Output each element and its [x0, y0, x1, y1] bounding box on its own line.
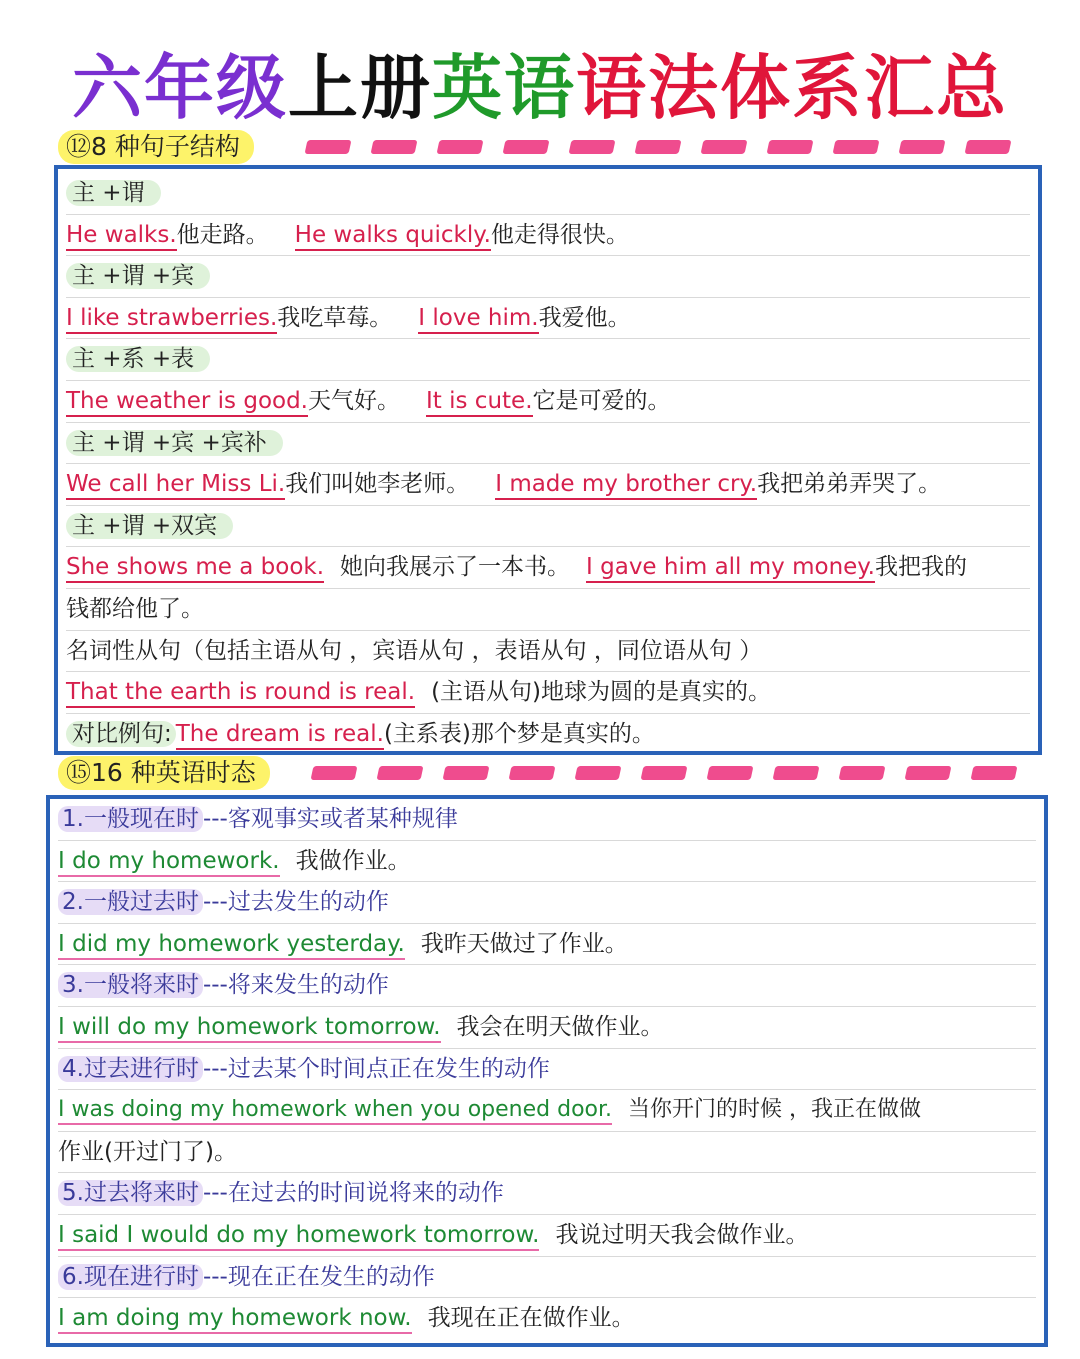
tense-number: 3.: [62, 972, 84, 999]
example-row: [66, 464, 1030, 506]
comparison-label: 对比例句:: [66, 721, 176, 747]
tense-separator: ---: [202, 1263, 228, 1290]
structure-label: 主 +谓 +宾: [66, 263, 210, 289]
tense-example-english: I did my homework yesterday.: [58, 931, 405, 960]
example-chinese: 我们叫她李老师。: [285, 471, 470, 498]
structure-label-row: [66, 423, 1030, 465]
example-english: I love him.: [418, 305, 538, 334]
tense-example-chinese: 我会在明天做作业。: [456, 1014, 664, 1040]
tense-description: 现在正在发生的动作: [227, 1263, 435, 1290]
example-row: [66, 215, 1030, 257]
tense-title: 一般过去时: [83, 889, 199, 916]
example-english: I like strawberries.: [66, 305, 277, 334]
example-english: He walks quickly.: [295, 222, 491, 251]
example-chinese: 他走得很快。: [490, 221, 629, 248]
tense-name: [58, 972, 203, 998]
tense-description: 过去某个时间点正在发生的动作: [227, 1055, 550, 1082]
section-heading-sentence-structures: ⑫8 种句子结构: [58, 130, 254, 164]
tense-example-chinese: 我说过明天我会做作业。: [555, 1222, 809, 1248]
tense-example-row: [58, 1007, 1036, 1049]
example-chinese-continued: 钱都给他了。: [66, 596, 204, 622]
tense-number: 6.: [62, 1263, 84, 1290]
example-chinese: 我吃草莓。: [277, 304, 393, 331]
example-chinese: 他走路。: [176, 221, 269, 248]
tense-separator: ---: [202, 889, 228, 916]
page-title: [0, 38, 1080, 138]
title-part-grade: 六年级: [72, 47, 288, 129]
tenses-box: [46, 795, 1048, 1347]
tense-number: 1.: [62, 806, 84, 832]
example-english: We call her Miss Li.: [66, 471, 285, 500]
example-english: It is cute.: [426, 388, 533, 417]
tense-example-chinese: 当你开门的时候 ，我正在做做: [628, 1097, 922, 1123]
tense-number: 4.: [62, 1055, 84, 1082]
structure-label-row: [66, 506, 1030, 548]
tense-number: 2.: [62, 889, 84, 916]
tense-description: 客观事实或者某种规律: [227, 806, 458, 832]
example-chinese: 它是可爱的。: [532, 388, 671, 414]
tense-name: [58, 1056, 203, 1082]
tense-example-row: [58, 924, 1036, 966]
tense-name: [58, 806, 203, 832]
tense-separator: ---: [202, 1180, 228, 1207]
tense-example-english: I will do my homework tomorrow.: [58, 1014, 441, 1043]
example-english: That the earth is round is real.: [66, 679, 415, 708]
tense-name: [58, 889, 203, 915]
tense-example-chinese: 我昨天做过了作业。: [420, 930, 628, 957]
example-english: I made my brother cry.: [495, 471, 757, 500]
example-row: [66, 672, 1030, 714]
tense-example-chinese: 我现在正在做作业。: [427, 1305, 635, 1332]
title-part-volume: 上册: [288, 47, 432, 129]
structure-label: 主 +谓: [66, 180, 161, 206]
structure-label: 主 +谓 +双宾: [66, 513, 233, 539]
tense-number: 5.: [62, 1180, 84, 1207]
tense-title: 一般将来时: [83, 972, 199, 999]
tense-separator: ---: [202, 806, 228, 832]
title-part-grammar: 语法体系汇总: [576, 47, 1008, 129]
example-chinese: 我爱他。: [538, 304, 631, 331]
example-english: He walks.: [66, 222, 177, 251]
title-part-english: 英语: [432, 47, 576, 129]
tense-example-chinese-continued: 作业(开过门了)。: [58, 1138, 237, 1165]
tense-title: 过去进行时: [83, 1055, 199, 1082]
example-english: She shows me a book.: [66, 554, 324, 583]
example-chinese: (主系表)那个梦是真实的。: [383, 720, 655, 747]
tense-example-row: [58, 1298, 1036, 1340]
tense-example-continuation-row: [58, 1132, 1036, 1174]
tense-description: 将来发生的动作: [227, 972, 389, 999]
example-chinese: (主语从句)地球为圆的是真实的。: [431, 679, 772, 706]
comparison-example-row: [66, 714, 1030, 756]
tense-example-row: [58, 841, 1036, 883]
section-heading-tenses: ⑮16 种英语时态: [58, 756, 270, 790]
tense-example-english: I said I would do my homework tomorrow.: [58, 1222, 539, 1251]
tense-title: 现在进行时: [83, 1263, 199, 1290]
example-row: [66, 547, 1030, 589]
tense-description: 在过去的时间说将来的动作: [227, 1180, 504, 1207]
tense-row: [58, 965, 1036, 1007]
example-chinese: 她向我展示了一本书。: [340, 554, 571, 581]
tense-name: [58, 1264, 203, 1290]
structure-label-row: [66, 339, 1030, 381]
noun-clause-row: [66, 631, 1030, 673]
example-continuation-row: [66, 589, 1030, 631]
example-english: I gave him all my money.: [586, 554, 875, 583]
tense-row: [58, 1049, 1036, 1091]
tense-example-english: I am doing my homework now.: [58, 1305, 412, 1334]
tense-example-english: I was doing my homework when you opened door.: [58, 1097, 612, 1125]
tense-example-chinese: 我做作业。: [295, 847, 411, 874]
tense-example-row: [58, 1215, 1036, 1257]
structure-label: 主 +谓 +宾 +宾补: [66, 430, 283, 456]
example-row: [66, 381, 1030, 423]
structure-label-row: [66, 256, 1030, 298]
tense-row: [58, 1257, 1036, 1299]
tense-row: [58, 882, 1036, 924]
tense-separator: ---: [202, 972, 228, 999]
example-english: The weather is good.: [66, 388, 308, 417]
decorative-dashes: [312, 766, 1016, 782]
structure-label: 主 +系 +表: [66, 346, 210, 372]
example-row: [66, 298, 1030, 340]
tense-example-row: [58, 1090, 1036, 1132]
tense-row: [58, 799, 1036, 841]
decorative-dashes: [306, 140, 1010, 156]
tense-title: 过去将来时: [83, 1180, 199, 1207]
tense-example-english: I do my homework.: [58, 848, 280, 877]
example-english: The dream is real.: [176, 721, 384, 750]
tense-row: [58, 1173, 1036, 1215]
example-chinese: 我把弟弟弄哭了。: [757, 471, 942, 498]
example-chinese: 我把我的: [874, 554, 967, 581]
tense-title: 一般现在时: [83, 806, 199, 832]
tense-name: [58, 1180, 203, 1206]
sentence-structures-box: [54, 165, 1042, 755]
example-chinese: 天气好。: [308, 388, 400, 414]
tense-separator: ---: [202, 1055, 228, 1082]
structure-label-row: [66, 173, 1030, 215]
noun-clause-heading: 名词性从句（包括主语从句 ，宾语从句 ，表语从句 ，同位语从句 ）: [66, 637, 763, 664]
tense-description: 过去发生的动作: [227, 889, 389, 916]
